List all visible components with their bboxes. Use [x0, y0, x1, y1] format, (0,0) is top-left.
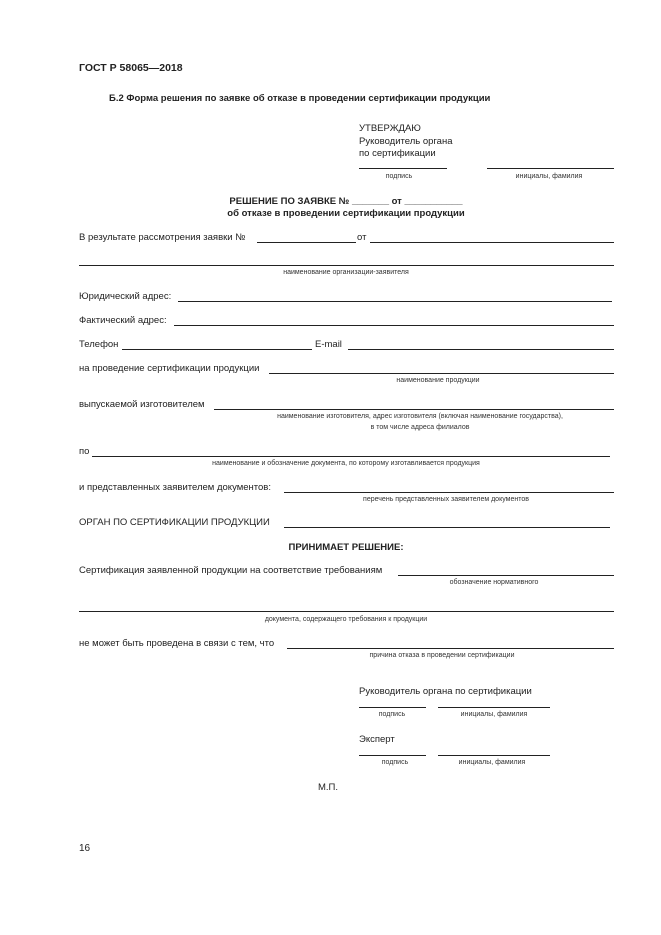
reason-caption: причина отказа в проведении сертификации	[369, 652, 515, 659]
approve-initials-line[interactable]	[487, 168, 614, 169]
head-signature-caption: подпись	[378, 711, 406, 718]
phone-label: Телефон	[79, 339, 119, 350]
document-field[interactable]	[92, 456, 610, 457]
cert-body-field[interactable]	[284, 527, 610, 528]
email-field[interactable]	[348, 349, 614, 350]
document-caption: наименование и обозначение документа, по которому изготавливается продукция	[212, 460, 480, 467]
legal-address-label: Юридический адрес:	[79, 291, 172, 302]
org-caption: наименование организации-заявителя	[283, 269, 409, 276]
accepts-heading: ПРИНИМАЕТ РЕШЕНИЕ:	[288, 542, 404, 553]
normative-caption-2: документа, содержащего требования к продукции	[264, 616, 428, 623]
decision-heading-2: об отказе в проведении сертификации продукции	[227, 208, 465, 219]
from-label: от	[357, 232, 367, 243]
cannot-be-label: не может быть проведена в связи с тем, что	[79, 638, 275, 649]
approve-signature-caption: подпись	[385, 173, 413, 180]
normative-caption: обозначение нормативного	[449, 579, 539, 586]
expert-signature-line[interactable]	[359, 755, 426, 756]
product-label: на проведение сертификации продукции	[79, 363, 260, 374]
manufacturer-label: выпускаемой изготовителем	[79, 399, 205, 410]
by-label: по	[79, 446, 90, 457]
expert-initials-line[interactable]	[438, 755, 550, 756]
section-title: Б.2 Форма решения по заявке об отказе в проведении сертификации продукции	[109, 93, 491, 104]
manufacturer-field[interactable]	[214, 409, 614, 410]
manufacturer-caption-1: наименование изготовителя, адрес изготовителя (включая наименование государства),	[277, 413, 563, 420]
actual-address-field[interactable]	[174, 325, 614, 326]
stamp-label: М.П.	[318, 782, 339, 793]
reason-field[interactable]	[287, 648, 614, 649]
head-initials-line[interactable]	[438, 707, 550, 708]
applicant-field[interactable]	[370, 242, 614, 243]
manufacturer-caption-2: в том числе адреса филиалов	[370, 424, 470, 431]
head-initials-caption: инициалы, фамилия	[460, 711, 528, 718]
decision-heading-1: РЕШЕНИЕ ПО ЗАЯВКЕ № _______ от ___________	[229, 196, 463, 207]
phone-field[interactable]	[122, 349, 312, 350]
approve-line2: по сертификации	[359, 148, 436, 159]
approve-title: УТВЕРЖДАЮ	[359, 123, 421, 134]
standard-code: ГОСТ Р 58065—2018	[79, 62, 183, 74]
approve-signature-line[interactable]	[359, 168, 447, 169]
expert-initials-caption: инициалы, фамилия	[458, 759, 526, 766]
submitted-docs-label: и представленных заявителем документов:	[79, 482, 271, 493]
cert-body-label: ОРГАН ПО СЕРТИФИКАЦИИ ПРОДУКЦИИ	[79, 517, 270, 528]
approve-line1: Руководитель органа	[359, 136, 453, 147]
application-number-field[interactable]	[257, 242, 356, 243]
head-signature-line[interactable]	[359, 707, 426, 708]
product-caption: наименование продукции	[396, 377, 480, 384]
head-signature-title: Руководитель органа по сертификации	[359, 686, 532, 697]
page-number: 16	[79, 843, 91, 854]
expert-signature-caption: подпись	[381, 759, 409, 766]
result-label: В результате рассмотрения заявки №	[79, 232, 246, 243]
normative-field[interactable]	[398, 575, 614, 576]
product-field[interactable]	[269, 373, 614, 374]
cert-requirements-label: Сертификация заявленной продукции на соответствие требованиям	[79, 565, 383, 576]
applicant-field-continued[interactable]	[79, 265, 614, 266]
email-label: E-mail	[315, 339, 342, 350]
expert-title: Эксперт	[359, 734, 395, 745]
docs-list-caption: перечень представленных заявителем документов	[363, 496, 529, 503]
approve-initials-caption: инициалы, фамилия	[515, 173, 583, 180]
normative-field-continued[interactable]	[79, 611, 614, 612]
actual-address-label: Фактический адрес:	[79, 315, 167, 326]
submitted-docs-field[interactable]	[284, 492, 614, 493]
legal-address-field[interactable]	[178, 301, 612, 302]
